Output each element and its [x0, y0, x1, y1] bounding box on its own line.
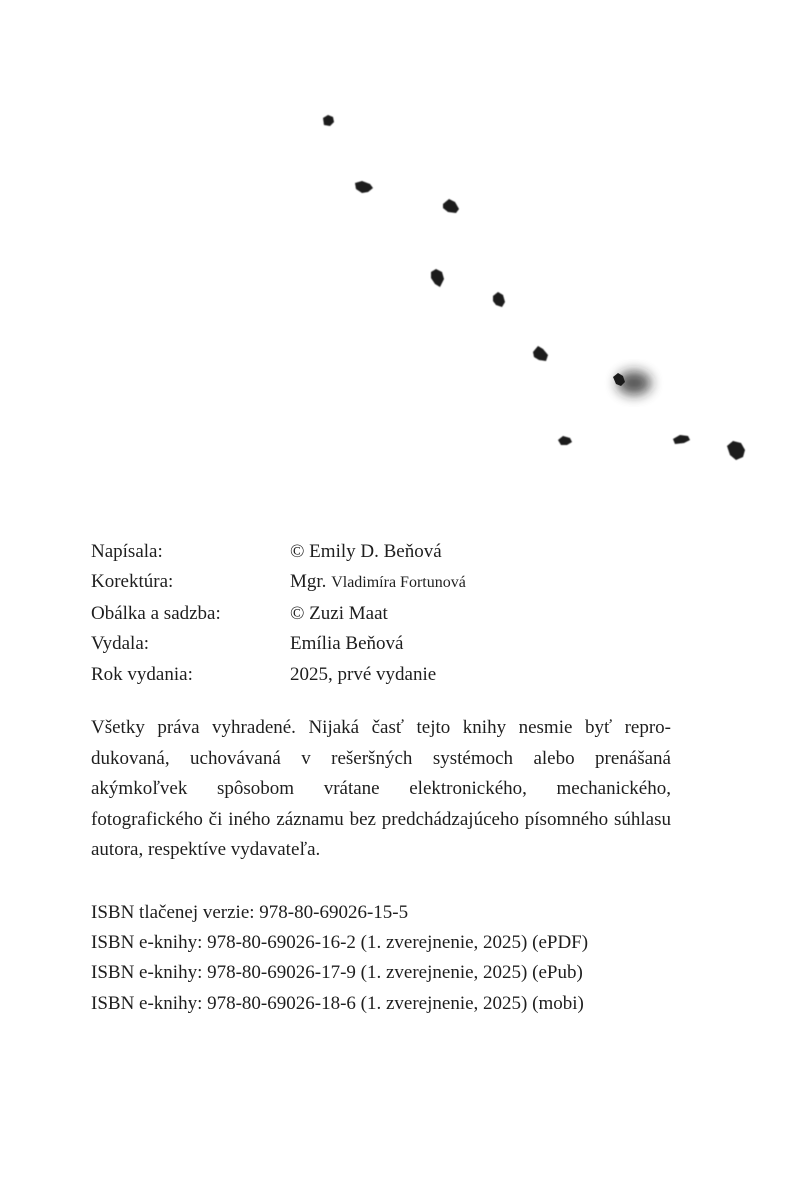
- credit-label: Napísala:: [91, 541, 163, 562]
- credit-value-text: © Emily D. Beňová: [290, 541, 442, 562]
- credit-label: Obálka a sadzba:: [91, 602, 221, 624]
- ink-spot: [673, 435, 690, 444]
- credit-row-year: [91, 660, 466, 690]
- isbn-block: [91, 898, 588, 1019]
- credit-row-cover-typesetting: [91, 599, 466, 629]
- ink-spot: [493, 292, 505, 307]
- ink-spot: [533, 346, 548, 361]
- credit-value: [290, 660, 436, 690]
- isbn-epub: ISBN e-knihy: 978-80-69026-17-9 (1. zverejnenie, 2025) (ePub): [91, 962, 583, 984]
- ink-spot: [431, 269, 444, 287]
- ink-spot: [443, 199, 459, 213]
- credit-value: [290, 599, 388, 629]
- credit-value-text: © Zuzi Maat: [290, 602, 388, 624]
- credit-label: Rok vydania:: [91, 663, 193, 685]
- credit-value: [290, 537, 442, 567]
- isbn-mobi: ISBN e-knihy: 978-80-69026-18-6 (1. zverejnenie, 2025) (mobi): [91, 992, 584, 1014]
- ink-spot: [355, 181, 373, 193]
- credit-row-publisher: [91, 629, 466, 659]
- credit-row-author: [91, 537, 466, 567]
- credits-block: [91, 537, 466, 690]
- copyright-notice: Všetky práva vyhradené. Nijaká časť tejto knihy nesmie byť reprodukovaná, uchovávaná v rešeršných systémoch alebo prenášaná akýmkoľvek spôsobom vrátane elektronického, mechanického, fotografického či iného záznamu bez predchádzajúceho písomného súhlasu autora, respektíve vydavateľa.: [91, 717, 671, 860]
- credit-value-text: Emília Beňová: [290, 633, 404, 655]
- scattered-ink-spots-illustration: [0, 0, 800, 520]
- credit-label: Vydala:: [91, 633, 150, 655]
- credit-value: [290, 629, 403, 659]
- ink-spot: [323, 115, 334, 126]
- ink-spot: [558, 436, 572, 445]
- credit-value-prefix: Mgr.: [290, 571, 332, 593]
- credit-value-text: Vladimíra Fortunová: [331, 574, 466, 592]
- isbn-print: ISBN tlačenej verzie: 978-80-69026-15-5: [91, 902, 409, 923]
- ink-spots: [323, 115, 745, 460]
- isbn-epdf: ISBN e-knihy: 978-80-69026-16-2 (1. zverejnenie, 2025) (ePDF): [91, 932, 589, 954]
- credit-label: Korektúra:: [91, 571, 174, 593]
- ink-spot: [727, 441, 745, 460]
- credit-row-proofreading: [91, 567, 466, 598]
- credit-value: [290, 567, 466, 598]
- credit-value-text: 2025, prvé vydanie: [290, 663, 437, 685]
